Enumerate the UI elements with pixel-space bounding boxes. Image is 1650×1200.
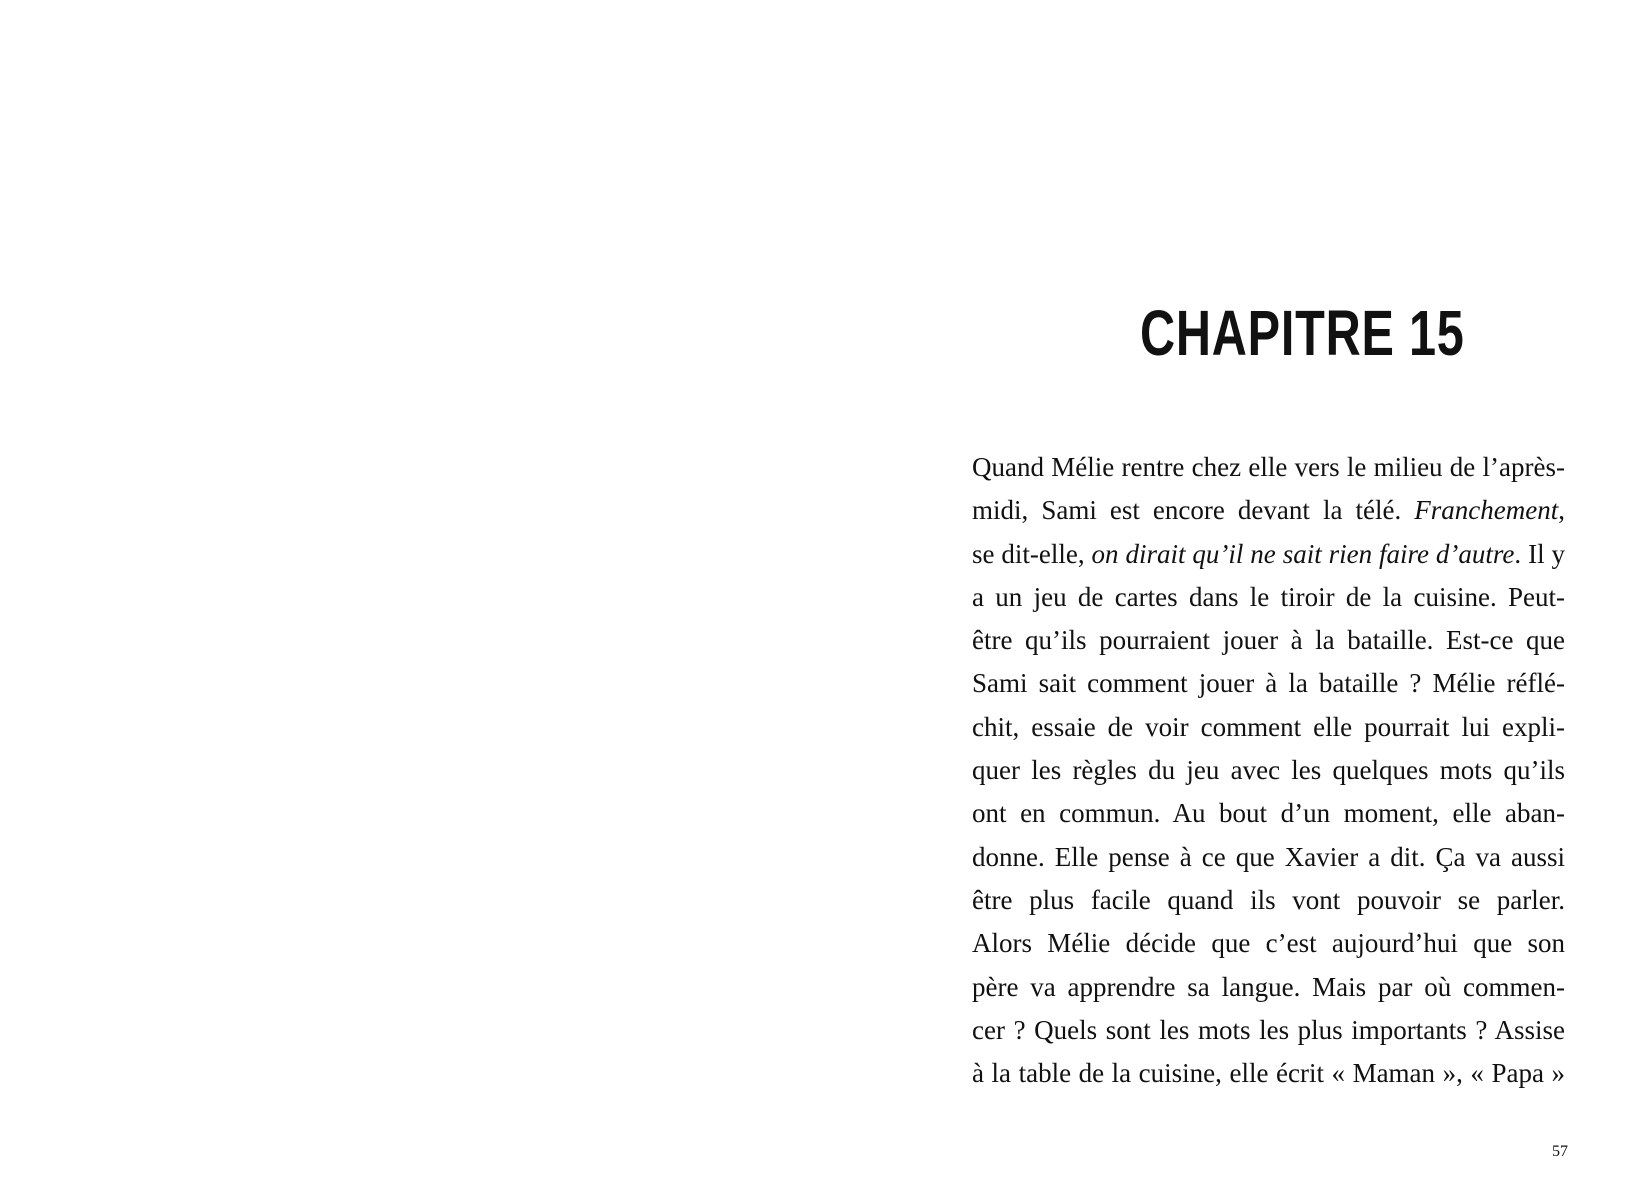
text-segment: a un jeu de cartes dans le tiroir de la cuisine. Peut- [972, 581, 1565, 612]
text-segment: Quand Mélie rentre chez elle vers le milieu de l’après- [972, 452, 1565, 482]
text-segment: Alors Mélie décide que c’est aujourd’hui que son [972, 928, 1565, 959]
body-line [972, 619, 1565, 662]
italic-text: Franchement [1414, 495, 1559, 526]
text-segment: ont en commun. Au bout d’un moment, elle aban- [972, 798, 1565, 829]
text-segment: être plus facile quand ils vont pouvoir se parler. [972, 884, 1565, 915]
body-line [972, 662, 1565, 705]
page-number: 57 [1552, 1143, 1568, 1160]
body-line [972, 1052, 1565, 1095]
text-segment: se dit-elle, [972, 538, 1092, 569]
body-line [972, 533, 1565, 576]
body-line [972, 576, 1565, 619]
body-line [972, 836, 1565, 879]
chapter-title: CHAPITRE 15 [1140, 296, 1465, 369]
body-line [972, 879, 1565, 922]
body-line [972, 792, 1565, 835]
text-segment: chit, essaie de voir comment elle pourrait lui expli- [972, 711, 1565, 742]
body-line [972, 706, 1565, 749]
body-line [972, 1009, 1565, 1052]
text-segment: à la table de la cuisine, elle écrit « Maman », « Papa » [972, 1058, 1565, 1089]
text-segment: père va apprendre sa langue. Mais par où commen- [972, 971, 1565, 1002]
body-text [972, 446, 1565, 1095]
body-line [972, 922, 1565, 965]
body-line [972, 966, 1565, 1009]
text-segment: , [1558, 495, 1565, 526]
text-segment: midi, Sami est encore devant la télé. [972, 495, 1415, 526]
body-line [972, 446, 1565, 489]
body-line [972, 749, 1565, 792]
text-segment: Sami sait comment jouer à la bataille ? Mélie réflé- [972, 668, 1565, 699]
text-segment: quer les règles du jeu avec les quelques mots qu’ils [972, 755, 1565, 786]
text-segment: être qu’ils pourraient jouer à la bataille. Est-ce que [972, 625, 1565, 656]
body-line [972, 489, 1565, 532]
italic-text: on dirait qu’il ne sait rien faire d’autre [1091, 538, 1515, 569]
text-segment: . Il y [1514, 538, 1565, 569]
text-segment: cer ? Quels sont les mots les plus importants ? Assise [972, 1014, 1565, 1045]
text-segment: donne. Elle pense à ce que Xavier a dit. Ça va aussi [972, 841, 1565, 872]
